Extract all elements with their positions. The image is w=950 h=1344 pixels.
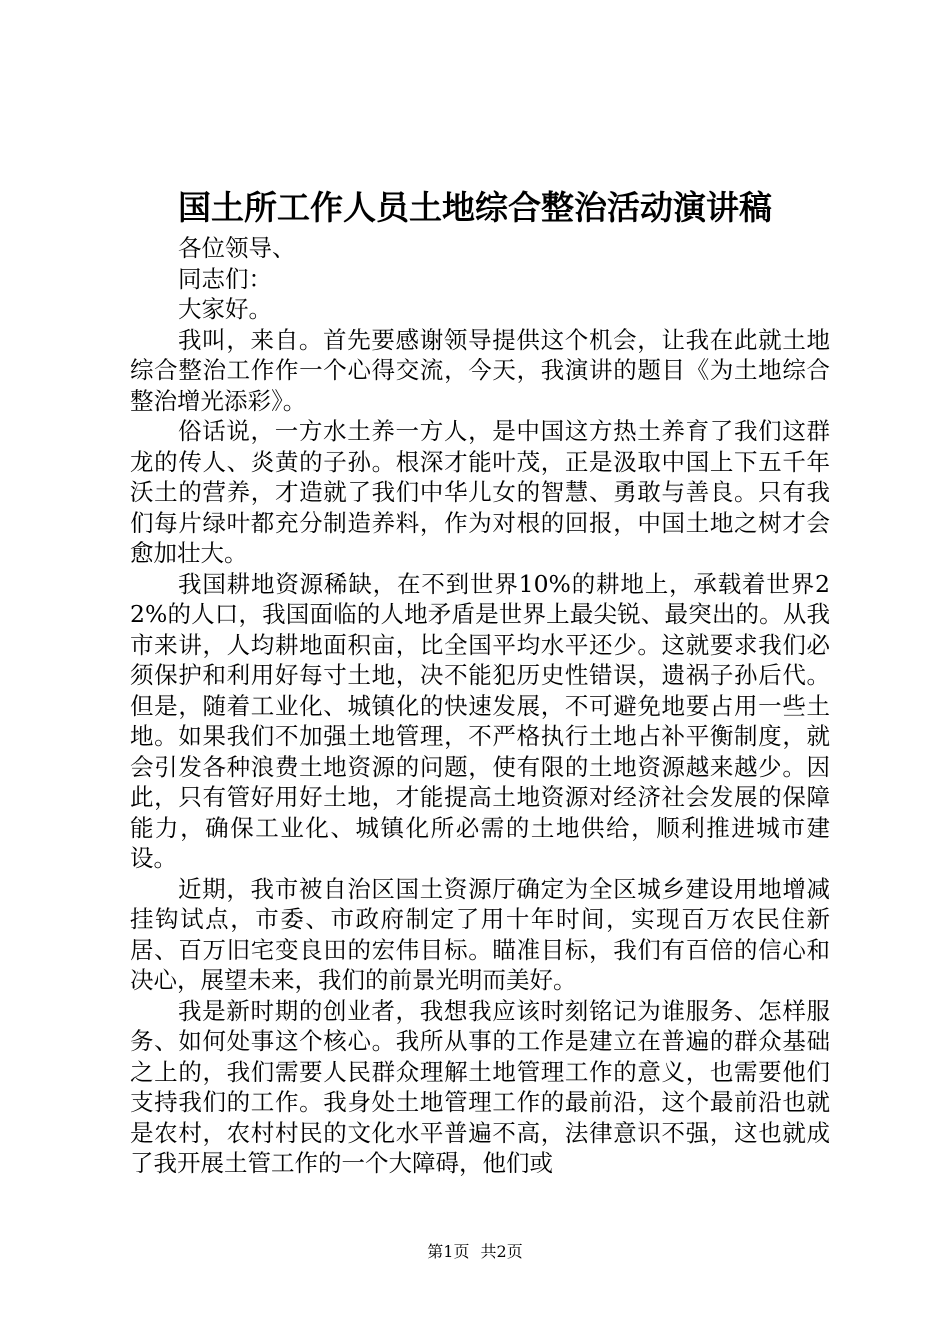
document-body — [130, 233, 830, 1179]
salutation-leaders: 各位领导、 — [178, 234, 296, 262]
document-title: 国土所工作人员土地综合整治活动演讲稿 — [178, 188, 772, 227]
salutation-greeting: 大家好。 — [178, 295, 272, 323]
paragraph-land-scarcity: 我国耕地资源稀缺，在不到世界10%的耕地上，承载着世界22%的人口，我国面临的人地矛盾是世界上最尖锐、最突出的。从我市来讲，人均耕地面积亩，比全国平均水平还少。这就要求我们必须保护和利用好每寸土地，决不能犯历史性错误，遗祸子孙后代。但是，随着工业化、城镇化的快速发展，不可避免地要占用一些土地。如果我们不加强土地管理，不严格执行土地占补平衡制度，就会引发各种浪费土地资源的问题，使有限的土地资源越来越少。因此，只有管好用好土地，才能提高土地资源对经济社会发展的保障能力，确保工业化、城镇化所必需的土地供给，顺利推进城市建设。 — [130, 569, 830, 872]
page-number-footer: 第1页 共2页 — [427, 1242, 523, 1261]
salutation-comrades: 同志们： — [178, 264, 272, 293]
paragraph-intro: 我叫，来自。首先要感谢领导提供这个机会，让我在此就土地综合整治工作作一个心得交流，今天，我演讲的题目《为土地综合整治增光添彩》。 — [130, 325, 830, 415]
paragraph-proverb: 俗话说，一方水土养一方人，是中国这方热土养育了我们这群龙的传人、炎黄的子孙。根深才能叶茂，正是汲取中国上下五千年沃土的营养，才造就了我们中华儿女的智慧、勇敢与善良。只有我们每片绿叶都充分制造养料，作为对根的回报，中国土地之树才会愈加壮大。 — [130, 417, 830, 567]
paragraph-service: 我是新时期的创业者，我想我应该时刻铭记为谁服务、怎样服务、如何处事这个核心。我所从事的工作是建立在普遍的群众基础之上的，我们需要人民群众理解土地管理工作的意义，也需要他们支持我们的工作。我身处土地管理工作的最前沿，这个最前沿也就是农村，农村村民的文化水平普遍不高，法律意识不强，这也就成了我开展土管工作的一个大障碍，他们或 — [130, 996, 830, 1177]
paragraph-pilot-program: 近期，我市被自治区国土资源厅确定为全区城乡建设用地增减挂钩试点，市委、市政府制定了用十年时间，实现百万农民住新居、百万旧宅变良田的宏伟目标。瞄准目标，我们有百倍的信心和决心，展望未来，我们的前景光明而美好。 — [130, 874, 830, 994]
